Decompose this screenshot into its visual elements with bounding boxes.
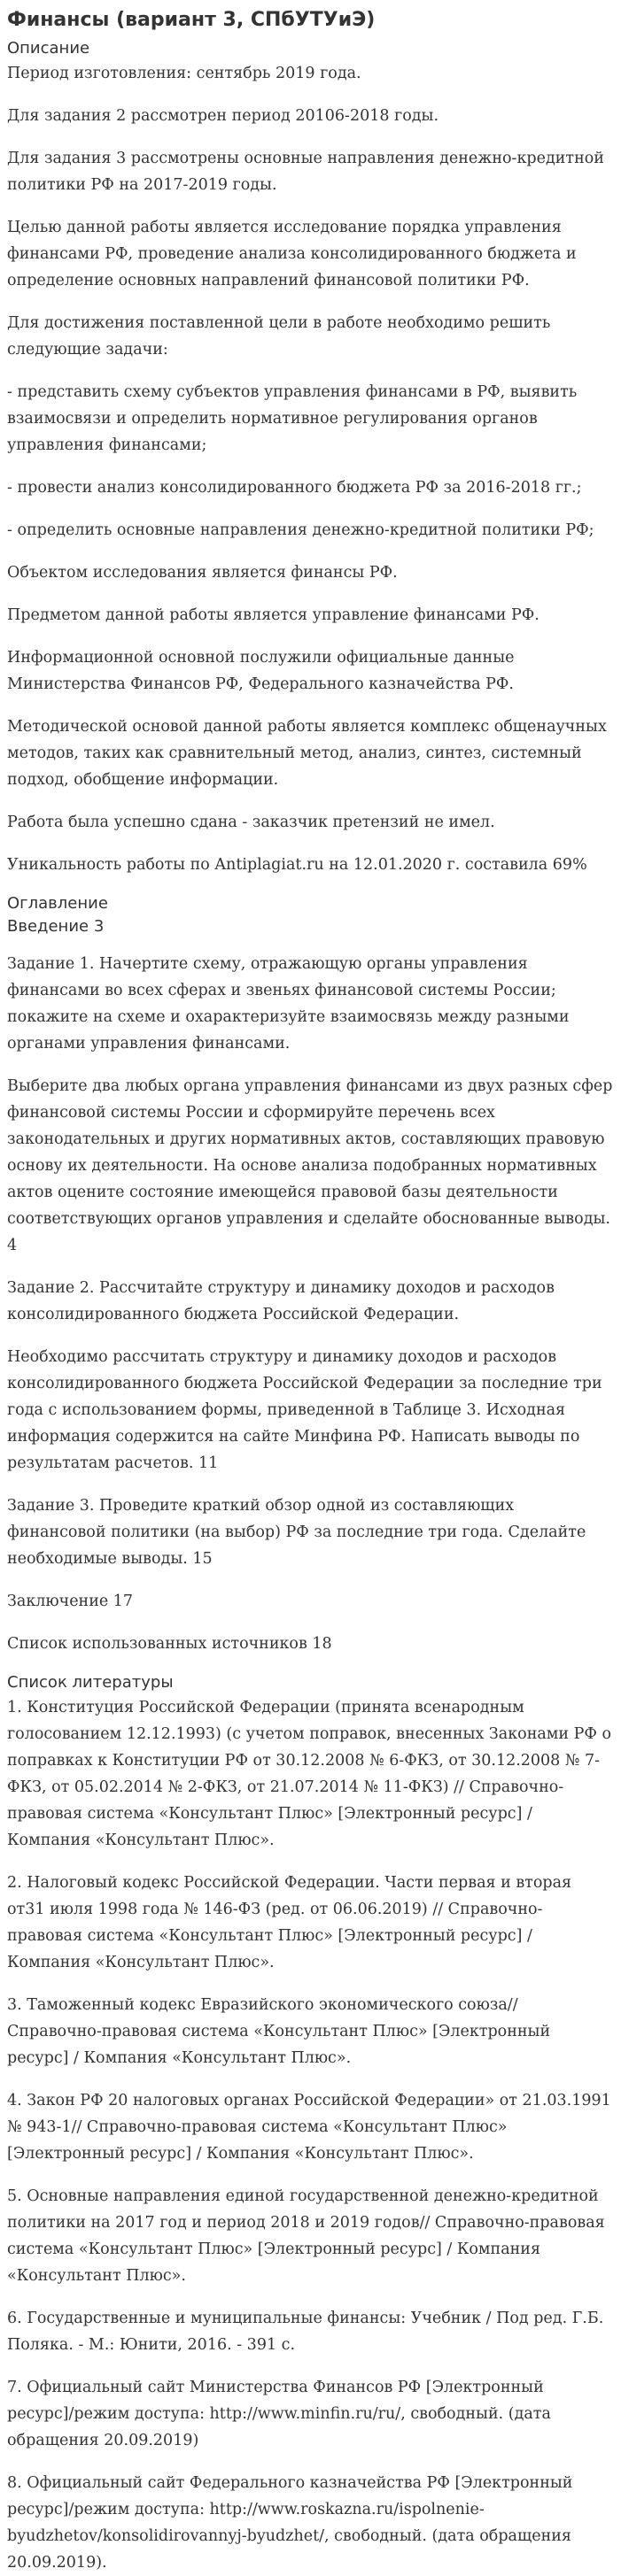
contents-item: Заключение 17 (7, 1593, 134, 1610)
contents-section (7, 951, 614, 1657)
description-section (7, 60, 614, 878)
literature-item: 3. Таможенный кодекс Евразийского экономического союза// Справочно-правовая система «Консультант Плюс» [Электронный ресурс] / Компания «Консультант Плюс». (7, 1996, 551, 2067)
description-paragraph: Целью данной работы является исследование порядка управления финансами РФ, проведение анализа консолидированного бюджета и определение основных направлений финансовой политики РФ. (7, 219, 577, 289)
literature-item: 2. Налоговый кодекс Российской Федерации. Части первая и вторая от31 июля 1998 года № 146-ФЗ (ред. от 06.06.2019) // Справочно-правовая система «Консультант Плюс» [Электронный ресурс] / Компания «Консультант Плюс». (7, 1874, 572, 1971)
contents-item: Необходимо рассчитать структуру и динамику доходов и расходов консолидированного бюджета Российской Федерации за последние три года с использованием формы, приведенной в Таблице 3. Исходная информация содержится на сайте Минфина РФ. Написать выводы по результатам расчетов. 11 (7, 1348, 602, 1472)
contents-item: Выберите два любых органа управления финансами из двух разных сфер финансовой системы России и сформируйте перечень всех законодательных и других нормативных актов, составляющих правовую основу их деятельности. На основе анализа подобранных нормативных актов оцените состояние имеющейся правовой базы деятельности соответствующих органов управления и сделайте обоснованные выводы. 4 (7, 1077, 613, 1254)
page-title: Финансы (вариант 3, СПбУТУиЭ) (7, 9, 376, 31)
description-paragraph: Для задания 2 рассмотрен период 20106-2018 годы. (7, 107, 439, 125)
contents-item: Список использованных источников 18 (7, 1635, 332, 1653)
description-paragraph: Работа была успешно сдана - заказчик претензий не имел. (7, 814, 495, 831)
contents-heading: Оглавление (7, 894, 108, 913)
literature-section (7, 1694, 614, 2576)
description-paragraph: - представить схему субъектов управления финансами в РФ, выявить взаимосвязи и определить нормативное регулирования органов управления финансами; (7, 383, 578, 454)
description-paragraph: Предметом данной работы является управление финансами РФ. (7, 606, 539, 624)
literature-item: 1. Конституция Российской Федерации (принята всенародным голосованием 12.12.1993) (с учетом поправок, внесенных Законами РФ о поправках к Конституции РФ от 30.12.2008 № 6-ФКЗ, от 30.12.2008 № 7-ФКЗ, от 05.02.2014 № 2-ФКЗ, от 21.07.2014 № 11-ФКЗ) // Справочно-правовая система «Консультант Плюс» [Электронный ресурс] / Компания «Консультант Плюс». (7, 1699, 612, 1849)
contents-item: Задание 2. Рассчитайте структуру и динамику доходов и расходов консолидированного бюджета Российской Федерации. (7, 1279, 555, 1323)
literature-item: 8. Официальный сайт Федерального казначейства РФ [Электронный ресурс]/режим доступа: http://www.roskazna.ru/ispolnenie-byudzhetov/konsolidirovannyj-byudzhet/, свободный. (дата обращения 20.09.2019). (7, 2474, 573, 2572)
literature-item: 7. Официальный сайт Министерства Финансов РФ [Электронный ресурс]/режим доступа: http://www.minfin.ru/ru/, свободный. (дата обращения 20.09.2019) (7, 2379, 551, 2449)
description-paragraph: Объектом исследования является финансы РФ. (7, 564, 398, 582)
contents-intro: Введение 3 (7, 917, 105, 936)
description-paragraph: Методической основой данной работы является комплекс общенаучных методов, таких как сравнительный метод, анализ, синтез, системный подход, обобщение информации. (7, 718, 607, 789)
description-heading: Описание (7, 39, 90, 58)
description-paragraph: - определить основные направления денежно-кредитной политики РФ; (7, 521, 594, 539)
description-paragraph: Для задания 3 рассмотрены основные направления денежно-кредитной политики РФ на 2017-2019 годы. (7, 150, 604, 194)
literature-heading: Список литературы (7, 1673, 174, 1692)
description-paragraph: - провести анализ консолидированного бюджета РФ за 2016-2018 гг.; (7, 479, 582, 497)
description-paragraph: Период изготовления: сентябрь 2019 года. (7, 65, 361, 82)
description-paragraph: Для достижения поставленной цели в работе необходимо решить следующие задачи: (7, 314, 551, 359)
literature-item: 5. Основные направления единой государственной денежно-кредитной политики на 2017 год и период 2018 и 2019 годов// Справочно-правовая система «Консультант Плюс» [Электронный ресурс] / Компания «Консультант Плюс». (7, 2187, 605, 2285)
description-paragraph: Уникальность работы по Antiplagiat.ru на 12.01.2020 г. составила 69% (7, 856, 587, 874)
contents-item: Задание 3. Проведите краткий обзор одной из составляющих финансовой политики (на выбор) РФ за последние три года. Сделайте необходимые выводы. 15 (7, 1497, 586, 1568)
description-paragraph: Информационной основной послужили официальные данные Министерства Финансов РФ, Федерального казначейства РФ. (7, 649, 515, 693)
literature-item: 4. Закон РФ 20 налоговых органах Российской Федерации» от 21.03.1991 № 943-1// Справочно-правовая система «Консультант Плюс» [Электронный ресурс] / Компания «Консультант Плюс». (7, 2092, 611, 2163)
contents-item: Задание 1. Начертите схему, отражающую органы управления финансами во всех сферах и звеньях финансовой системы России; покажите на схеме и охарактеризуйте взаимосвязь между разными органами управления финансами. (7, 955, 570, 1053)
literature-item: 6. Государственные и муниципальные финансы: Учебник / Под ред. Г.Б. Поляка. - М.: Юнити, 2016. - 391 с. (7, 2310, 604, 2354)
